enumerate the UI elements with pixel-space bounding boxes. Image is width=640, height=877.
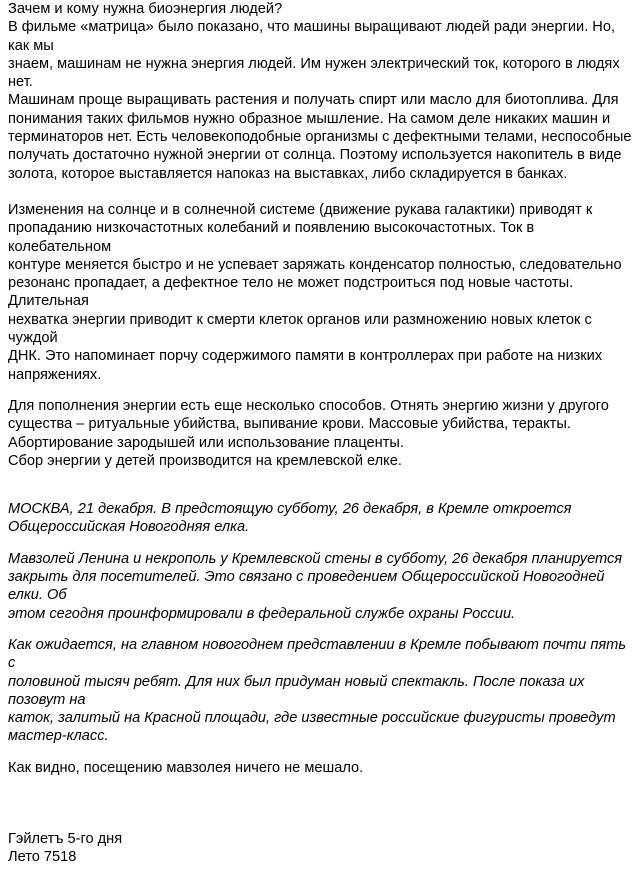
- signature-block: [8, 830, 308, 867]
- news-paragraph-1: МОСКВА, 21 декабря. В предстоящую субботу, 26 декабря, в Кремле откроется Общероссийская Новогодняя елка.: [8, 501, 572, 536]
- signature-line-1: Гэйлетъ 5-го дня: [8, 831, 123, 847]
- methods-paragraph: Для пополнения энергии есть еще несколько способов. Отнять энергию жизни у другого существа – ритуальные убийства, выпивание крови. Массовые убийства, теракты. Абортирование зародышей или использование плаценты. Сбор энергии у детей производится на кремлевской елке.: [8, 397, 609, 469]
- sun-paragraph: Изменения на солнце и в солнечной системе (движение рукава галактики) приводят к пропаданию низкочастотных колебаний и появлению высокочастотных. Ток в колебательном контуре меняется быстро и не успевает заряжать конденсатор полностью, следовательно резонанс пропадает, а дефектное тело не может подстроиться под новые частоты. Длительная нехватка энергии приводит к смерти клеток органов или размножению новых клеток с чуждой ДНК. Это напоминает порчу содержимого памяти в контроллерах при работе на низких напряжениях.: [8, 201, 622, 383]
- conclusion-paragraph: Как видно, посещению мавзолея ничего не мешало.: [8, 759, 364, 776]
- signature-line-2: Лето 7518: [8, 849, 77, 866]
- news-paragraph-3: Как ожидается, на главном новогоднем представлении в Кремле побывают почти пять с половиной тысяч ребят. Для них был придуман новый спектакль. После показа их позовут на каток, залитый на Красной площади, где известные российские фигуристы проведут мастер-класс.: [8, 636, 627, 745]
- intro-paragraph: В фильме «матрица» было показано, что машины выращивают людей ради энергии. Но, как мы знаем, машинам не нужна энергия людей. Им нужен электрический ток, которого в людях нет. Машинам проще выращивать растения и получать спирт или масло для биотоплива. Для понимания таких фильмов нужно образное мышление. На самом деле никаких машин и терминаторов нет. Есть человекоподобные организмы с дефектными телами, неспособные получать достаточно нужной энергии от солнца. Поэтому используется накопитель в виде золота, которое выставляется напоказ на выставках, либо складируется в банках.: [8, 19, 632, 182]
- document-body: [8, 0, 636, 777]
- news-paragraph-2: Мавзолей Ленина и некрополь у Кремлевской стены в субботу, 26 декабря планируется закрыть для посетителей. Это связано с проведением Общероссийской Новогодней елки. Об этом сегодня проинформировали в федеральной службе охраны России.: [8, 550, 623, 622]
- intro-question: Зачем и кому нужна биоэнергия людей?: [8, 1, 283, 17]
